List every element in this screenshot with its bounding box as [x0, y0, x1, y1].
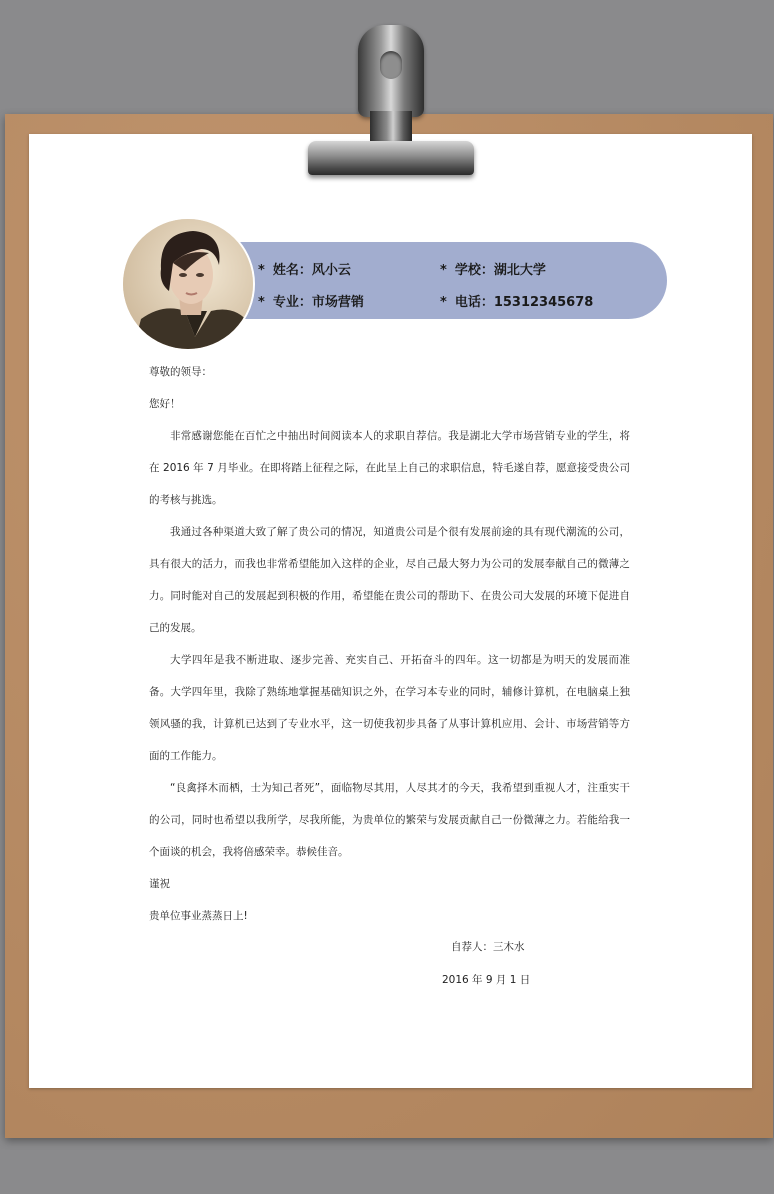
paragraph: 非常感谢您能在百忙之中抽出时间阅读本人的求职自荐信。我是湖北大学市场营销专业的学生，将在 2016 年 7 月毕业。在即将踏上征程之际，在此呈上自己的求职信息，特毛遂自荐，愿意接受贵公司的考核与挑选。: [149, 430, 630, 506]
paragraph: 大学四年是我不断进取、逐步完善、充实自己、开拓奋斗的四年。这一切都是为明天的发展而准备。大学四年里，我除了熟练地掌握基础知识之外，在学习本专业的同时，辅修计算机，在电脑桌上独领风骚的我，计算机已达到了专业水平，这一切使我初步具备了从事计算机应用、会计、市场营销等方面的工作能力。: [149, 654, 630, 762]
cover-letter-body: [149, 356, 630, 932]
paragraph: “良禽择木而栖，士为知己者死”，面临物尽其用，人尽其才的今天，我希望到重视人才，注重实干的公司，同时也希望以我所学，尽我所能，为贵单位的繁荣与发展贡献自己一份微薄之力。若能给我一个面谈的机会，我将倍感荣幸。恭候佳音。: [149, 782, 630, 858]
paragraph: 我通过各种渠道大致了解了贵公司的情况，知道贵公司是个很有发展前途的具有现代潮流的公司，具有很大的活力，而我也非常希望能加入这样的企业，尽自己最大努力为公司的发展奉献自己的微薄之力。同时能对自己的发展起到积极的作用，希望能在贵公司的帮助下、在贵公司大发展的环境下促进自己的发展。: [149, 526, 630, 634]
salutation: 尊敬的领导：: [149, 366, 212, 378]
name-field: * 姓名：风小云: [258, 263, 351, 278]
closing-wish: 贵单位事业蒸蒸日上!: [149, 910, 248, 922]
date: 2016 年 9 月 1 日: [442, 974, 531, 986]
avatar: [121, 217, 255, 351]
signature: 自荐人：三木水: [451, 941, 525, 953]
binder-clip-icon: [300, 25, 480, 180]
bullet-star-icon: *: [258, 295, 265, 310]
major-field: * 专业：市场营销: [258, 295, 364, 310]
closing: 谨祝: [149, 878, 170, 890]
school-field: * 学校：湖北大学: [440, 263, 546, 278]
greeting: 您好！: [149, 398, 181, 410]
portrait-photo-icon: [123, 219, 253, 349]
phone-field: * 电话：15312345678: [440, 295, 594, 310]
bullet-star-icon: *: [440, 295, 447, 310]
bullet-star-icon: *: [258, 263, 265, 278]
bullet-star-icon: *: [440, 263, 447, 278]
